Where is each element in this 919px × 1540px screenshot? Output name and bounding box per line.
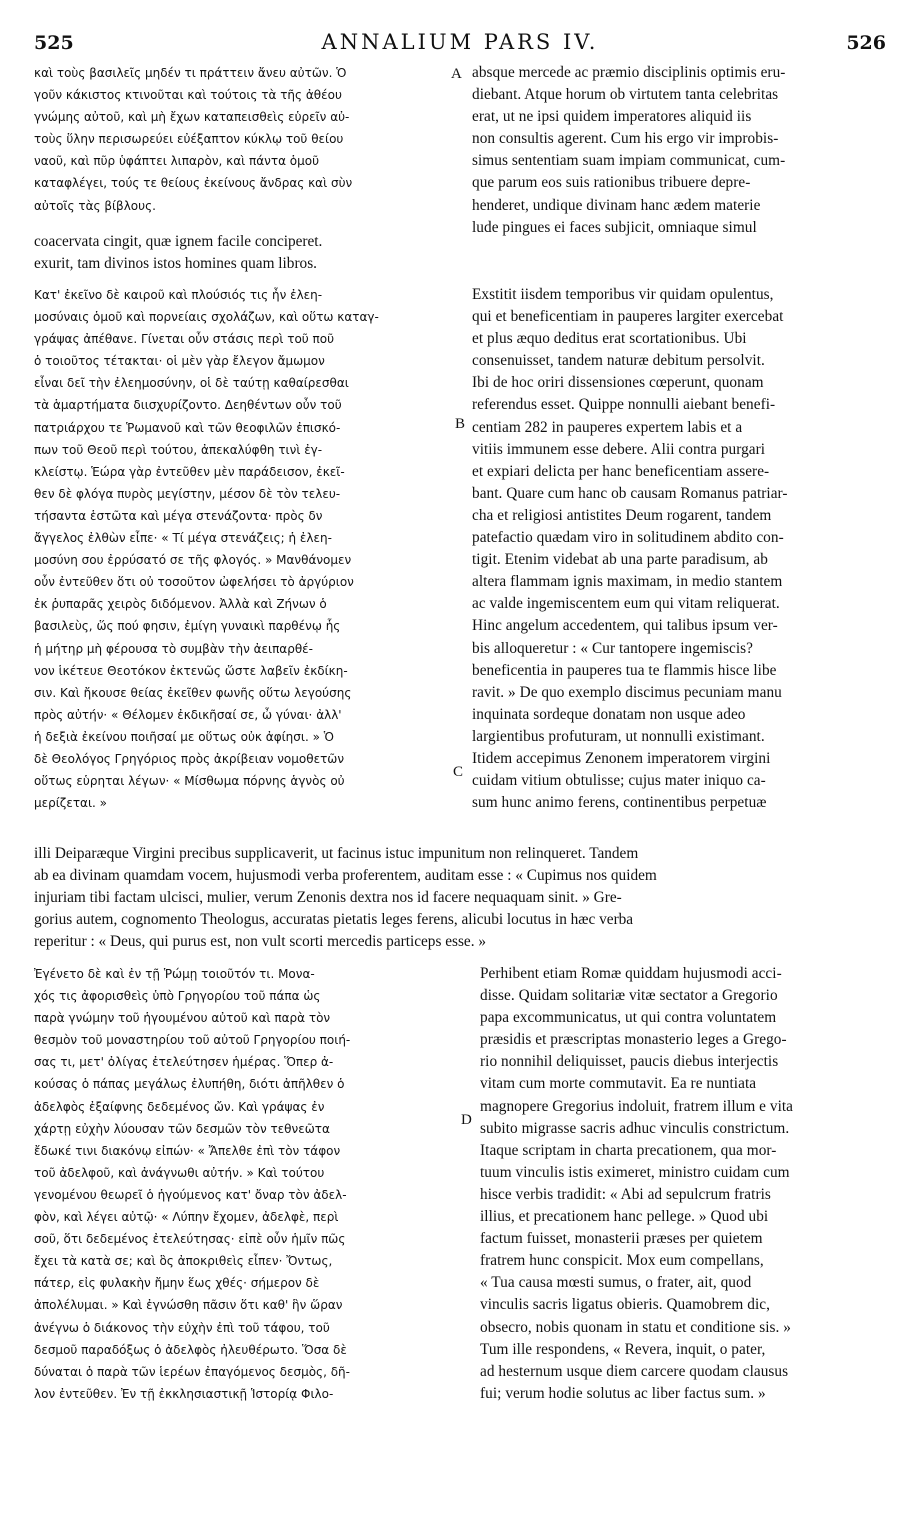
margin-letter-d: D: [461, 1112, 472, 1128]
greek-text-line: φὸν, καὶ λέγει αὐτῷ· « Λύπην ἔχομεν, ἀδελφὲ, περὶ: [34, 1210, 339, 1225]
greek-text-line: καὶ τοὺς βασιλεῖς μηδέν τι πράττειν ἄνευ αὐτῶν. Ὁ: [34, 66, 347, 80]
greek-text-line: εἶναι δεῖ τὴν ἐλεημοσύνην, οἱ δὲ ταύτῃ καθαίρεσθαι: [34, 376, 349, 391]
latin-text-line: cuidam vitium obtulisse; cujus mater iniquo ca-: [472, 772, 766, 790]
margin-letter-c: C: [453, 764, 464, 780]
greek-text-line: κούσας ὁ πάπας μεγάλως ἐλυπήθη, διότι ἀπῆλθεν ὁ: [34, 1077, 345, 1092]
latin-text-line: bis alloqueretur : « Cur tantopere ingemiscis?: [472, 639, 753, 657]
greek-text-line: τήσαντα ἑστῶτα καὶ μέγα στενάζοντα· πρὸς δν: [34, 508, 323, 523]
latin-text-line: factum fuisset, monasterii præses per quietem: [480, 1230, 763, 1248]
greek-text-line: σιν. Καὶ ἤκουσε θείας ἐκεῖθεν φωνῆς οὕτω λεγούσης: [34, 685, 352, 700]
greek-text-line: ἡ μήτηρ μὴ φέρουσα τὸ συμβὰν τὴν ἀειπαρθέ-: [34, 641, 313, 656]
latin-text-line: simus sententiam suam impiam communicat, cum-: [472, 152, 786, 170]
greek-text-line: ἔχει τὰ κατὰ σε; καὶ ὃς ἀποκριθεὶς εἶπεν· Ὄντως,: [34, 1254, 333, 1269]
latin-column-block-3: [480, 963, 886, 1405]
latin-text-line: Itaque scriptam in charta precationem, qua mor-: [480, 1141, 777, 1159]
latin-text-line: fui; verum hodie solutus ac liber factus sum. »: [480, 1384, 766, 1402]
greek-text-line: ἄγγελος ἐλθὼν εἶπε· « Τί μέγα στενάζεις; ἡ ἐλεη-: [34, 531, 332, 546]
latin-text-line: coacervata cingit, quæ ignem facile conciperet.: [34, 233, 323, 250]
latin-text-line: ad hesternum usque diem carcere quodam clausus: [480, 1362, 789, 1380]
latin-text-line: tigit. Etenim videbat ab una parte paradisum, ab: [472, 551, 768, 569]
latin-text-line: Ibi de hoc oriri dissensiones cœperunt, quonam: [472, 374, 764, 392]
latin-text-line: præsidis et præscriptas monasterio leges a Grego-: [480, 1031, 787, 1049]
latin-text-line: et plus æquo deditus erat scortationibus. Ubi: [472, 330, 747, 348]
greek-text-line: ναοῦ, καὶ πῦρ ὑφάπτει λιπαρὸν, καὶ πάντα ὁμοῦ: [34, 154, 320, 169]
greek-column-block-3: [34, 963, 446, 1405]
greek-text-line: τοὺς ὕλην περισωρεύει εὐέξαπτον κύκλῳ τοῦ θείου: [34, 132, 344, 147]
latin-text-line: « Tua causa mœsti sumus, o frater, ait, quod: [480, 1274, 752, 1292]
latin-text-line: henderet, undique divinam hanc ædem materie: [472, 196, 761, 214]
greek-text-line: γνώμης αὐτοῦ, καὶ μὴ ἔχων καταπεισθεὶς εὑρεῖν αὐ-: [34, 110, 350, 125]
latin-text-line: Itidem accepimus Zenonem imperatorem virgini: [472, 749, 771, 767]
latin-text-line: altera flammam ignis maximam, in medio stantem: [472, 573, 783, 591]
latin-text-line: referendus esset. Quippe nonnulli aiebant benefi-: [472, 396, 776, 414]
latin-text-line: que parum eos suis rationibus tribuere depre-: [472, 174, 751, 192]
greek-text-line: πων τοῦ Θεοῦ περὶ τούτου, ἀπεκαλύφθη τινὶ ἐγ-: [34, 442, 323, 457]
latin-text-line: magnopere Gregorius indoluit, fratrem illum e vita: [480, 1097, 794, 1115]
greek-text-line: αὐτοῖς τὰς βίβλους.: [34, 198, 156, 213]
greek-text-line: δὲ Θεολόγος Γρηγόριος πρὸς ἀκρίβειαν νομοθετῶν: [34, 751, 345, 766]
latin-text-line: gorius autem, cognomento Theologus, accuratas pietatis leges ferens, alicubi locutus in hæc verba: [34, 911, 634, 929]
latin-text-line: beneficentia in pauperes tua te flammis hisce libe: [472, 661, 777, 679]
latin-text-line: non consultis agerent. Cum his ergo vir improbis-: [472, 130, 779, 148]
latin-text-line: illi Deiparæque Virgini precibus supplicaverit, ut facinus istuc impunitum non relinqueret. Tandem: [34, 845, 639, 862]
latin-text-line: Perhibent etiam Romæ quiddam hujusmodi acci-: [480, 965, 782, 982]
greek-text-line: μερίζεται. »: [34, 796, 107, 811]
greek-text-line: βασιλεὺς, ὥς πού φησιν, ἐμίγη γυναικὶ παρθένῳ ἧς: [34, 619, 341, 634]
greek-text-line: πρὸς αὐτήν· « Θέλομεν ἐκδικῆσαί σε, ὦ γύναι· ἀλλ': [34, 707, 342, 722]
latin-text-line: rio nonnihil deliquisset, paucis diebus interjectis: [480, 1053, 779, 1071]
latin-text-line: Hinc angelum accedentem, qui talibus ipsum ver-: [472, 617, 778, 635]
greek-text-line: Κατ' ἐκεῖνο δὲ καιροῦ καὶ πλούσιός τις ἦν ἐλεη-: [34, 288, 323, 302]
greek-text-line: τοῦ ἀδελφοῦ, καὶ ἀνάγνωθι αὐτήν. » Καὶ τούτου: [34, 1165, 325, 1180]
latin-text-line: inquinata sordeque donatam non usque adeo: [472, 705, 746, 723]
greek-text-line: γράψας ἀπέθανε. Γίνεται οὖν στάσις περὶ τοῦ ποῦ: [34, 332, 335, 347]
page-header: [34, 30, 886, 60]
latin-text-line: hisce verbis tradidit: « Abi ad sepulcrum fratris: [480, 1185, 771, 1203]
latin-text-line: absque mercede ac præmio disciplinis optimis eru-: [472, 64, 786, 81]
latin-text-line: lude pingues ei faces subjicit, omniaque simul: [472, 218, 757, 236]
latin-text-line: subito migrasse sacris adhuc vinculis constrictum.: [480, 1119, 790, 1137]
greek-text-line: γοῦν κάκιστος κτινοῦται καὶ τούτοις τὰ τῆς ἀθέου: [34, 88, 342, 103]
margin-letter-b: B: [455, 416, 466, 432]
greek-text-line: Ἐγένετο δὲ καὶ ἐν τῇ Ῥώμῃ τοιοῦτόν τι. Μονα-: [34, 967, 315, 981]
greek-text-line: ἔδωκέ τινι διακόνῳ εἰπών· « Ἄπελθε ἐπὶ τὸν τάφον: [34, 1143, 341, 1158]
latin-fullwidth-block-1: [34, 231, 886, 275]
greek-text-line: νον ἱκέτευε Θεοτόκον ἐκτενῶς ὥστε λαβεῖν ἐκδίκη-: [34, 663, 348, 678]
latin-text-line: vitiis immunem esse debere. Alii contra purgari: [472, 440, 766, 458]
latin-text-line: illius, et precationem hanc pellege. » Quod ubi: [480, 1208, 769, 1226]
latin-text-line: vinculis sacris ligatus obieris. Quamobrem dic,: [480, 1296, 770, 1314]
latin-text-line: exurit, tam divinos istos homines quam libros.: [34, 255, 317, 273]
latin-text-line: obsecro, nobis quonam in statu et conditione sis. »: [480, 1318, 791, 1336]
latin-text-line: ab ea divinam quamdam vocem, hujusmodi verba proferentem, auditam esse : « Cupimus nos quidem: [34, 867, 657, 885]
latin-text-line: erat, ut ne ipsi quidem imperatores aliquid iis: [472, 108, 752, 126]
greek-text-line: ἀπολέλυμαι. » Καὶ ἐγνώσθη πᾶσιν ὅτι καθ' ἣν ὥραν: [34, 1298, 343, 1313]
latin-text-line: et expiari delicta per hanc beneficentiam assere-: [472, 462, 770, 480]
latin-column-block-2: [472, 284, 886, 814]
greek-text-line: θεσμὸν τοῦ μοναστηρίου τοῦ αὐτοῦ Γρηγορίου ποιή-: [34, 1033, 351, 1048]
greek-text-line: λον ἐντεῦθεν. Ἐν τῇ ἐκκλησιαστικῇ Ἱστορίᾳ Φιλο-: [34, 1386, 334, 1401]
latin-text-line: reperitur : « Deus, qui purus est, non vult scorti mercedis particeps esse. »: [34, 933, 486, 951]
latin-text-line: bant. Quare cum hanc ob causam Romanus patriar-: [472, 484, 788, 502]
latin-text-line: disse. Quidam solitariæ vitæ sectator a Gregorio: [480, 987, 778, 1005]
greek-text-line: ἀνέγνω ὁ διάκονος τὴν εὐχὴν ἐπὶ τοῦ τάφου, τοῦ: [34, 1320, 330, 1335]
greek-text-line: ἐκ ῥυπαρᾶς χειρὸς διδόμενον. Ἀλλὰ καὶ Ζήνων ὁ: [34, 597, 327, 612]
greek-text-line: τὰ ἁμαρτήματα διισχυρίζοντο. Δεηθέντων οὖν τοῦ: [34, 398, 342, 413]
greek-text-line: ὁ τοιοῦτος τέτακται· οἱ μὲν γὰρ ἔλεγον ἄμωμον: [34, 354, 325, 369]
latin-text-line: vitam cum morte commutavit. Ea re nuntiata: [480, 1075, 757, 1093]
greek-text-line: σοῦ, ὅτι δεδεμένος ἐτελεύτησας· εἰπὲ οὖν ἡμῖν πῶς: [34, 1232, 346, 1247]
greek-text-line: οὖν ἐντεῦθεν ὅτι οὐ τοσοῦτον ὠφελήσει τὸ ἀργύριον: [34, 575, 354, 590]
latin-text-line: papa excommunicatus, ut qui contra voluntatem: [480, 1009, 777, 1027]
greek-text-line: πατριάρχου τε Ῥωμανοῦ καὶ τῶν θεοφιλῶν ἐπισκό-: [34, 420, 341, 435]
latin-text-line: injuriam tibi factam ulcisci, mulier, verum Zenonis dextra nos id facere nequaquam sinit. » Gre-: [34, 889, 622, 907]
latin-text-line: patefactio quædam viro in solitudinem abdito con-: [472, 529, 784, 547]
greek-text-line: θεν δὲ φλόγα πυρὸς μεγίστην, μέσον δὲ τὸν τελευ-: [34, 486, 341, 501]
greek-text-line: μοσύναις ὁμοῦ καὶ πορνείαις σχολάζων, καὶ οὕτω καταγ-: [34, 310, 379, 325]
latin-text-line: ravit. » De quo exemplo discimus pecuniam manu: [472, 683, 782, 701]
greek-text-line: δύναται ὁ παρὰ τῶν ἱερέων ἐπαγόμενος δεσμὸς, δῆ-: [34, 1364, 350, 1379]
latin-text-line: diebant. Atque horum ob virtutem tanta celebritas: [472, 86, 779, 104]
greek-text-line: καταφλέγει, τούς τε θείους ἐκείνους ἄνδρας καὶ σὺν: [34, 176, 353, 191]
greek-text-line: παρὰ γνώμην τοῦ ἡγουμένου αὐτοῦ καὶ παρὰ τὸν: [34, 1011, 331, 1026]
latin-text-line: fratrem hunc conspicit. Mox eum compellans,: [480, 1252, 764, 1270]
margin-letter-a: A: [451, 66, 462, 82]
latin-text-line: cha et religiosi antistites Deum rogarent, tandem: [472, 506, 772, 524]
greek-text-line: μοσύνη σου ἐρρύσατό σε τῆς φλογός. » Μανθάνομεν: [34, 553, 352, 568]
latin-fullwidth-block-2: [34, 843, 886, 953]
latin-text-line: Tum ille respondens, « Revera, inquit, o pater,: [480, 1340, 766, 1358]
latin-text-line: sum hunc animo ferens, continentibus perpetuæ: [472, 794, 767, 812]
latin-column-block-1: [472, 62, 886, 239]
latin-text-line: Exstitit iisdem temporibus vir quidam opulentus,: [472, 286, 774, 303]
greek-text-line: πάτερ, εἰς φυλακὴν ἤμην ἕως χθές· σήμερον δὲ: [34, 1276, 320, 1291]
greek-text-line: σας τι, μετ' ὀλίγας ἐτελεύτησεν ἡμέρας. Ὅπερ ἀ-: [34, 1055, 334, 1070]
left-page-number: 525: [34, 32, 74, 54]
running-title: ANNALIUM PARS IV.: [321, 30, 599, 54]
latin-text-line: ac valde ingemiscentem eum qui vitam reliquerat.: [472, 595, 780, 613]
greek-text-line: χάρτῃ εὐχὴν λύουσαν τῶν δεσμῶν τὸν τεθνεῶτα: [34, 1121, 330, 1136]
greek-text-line: δεσμοῦ παραδόξως ὁ ἀδελφὸς ἠλευθέρωτο. Ὅσα δὲ: [34, 1342, 347, 1357]
greek-text-line: ἡ δεξιὰ ἐκείνου ποιῆσαί με οὕτως οὐκ ἀφίησι. » Ὁ: [34, 729, 334, 744]
greek-column-block-1: [34, 62, 446, 217]
latin-text-line: qui et beneficentiam in pauperes largiter exercebat: [472, 308, 784, 326]
right-page-number: 526: [846, 32, 886, 54]
latin-text-line: tuum vinculis istis eximeret, ministro cuidam cum: [480, 1163, 790, 1181]
latin-text-line: consenuisset, tandem naturæ debitum persolvit.: [472, 352, 765, 370]
latin-text-line: centiam 282 in pauperes expertem labis et a: [472, 418, 743, 436]
greek-column-block-2: [34, 284, 446, 814]
greek-text-line: οὕτως εὑρηται λέγων· « Μίσθωμα πόρνης ἁγνὸς οὐ: [34, 774, 345, 789]
greek-text-line: ἀδελφὸς ἐξαίφνης δεδεμένος ὤν. Καὶ γράψας ἐν: [34, 1099, 325, 1114]
greek-text-line: χός τις ἀφορισθεὶς ὑπὸ Γρηγορίου τοῦ πάπα ὡς: [34, 989, 321, 1004]
greek-text-line: γενομένου θεωρεῖ ὁ ἡγούμενος κατ' ὄναρ τὸν ἀδελ-: [34, 1187, 347, 1202]
greek-text-line: κλείστῳ. Ἑώρα γὰρ ἐντεῦθεν μὲν παράδεισον, ἐκεῖ-: [34, 464, 345, 479]
latin-text-line: largientibus profuturam, ut nonnulli existimant.: [472, 727, 765, 745]
